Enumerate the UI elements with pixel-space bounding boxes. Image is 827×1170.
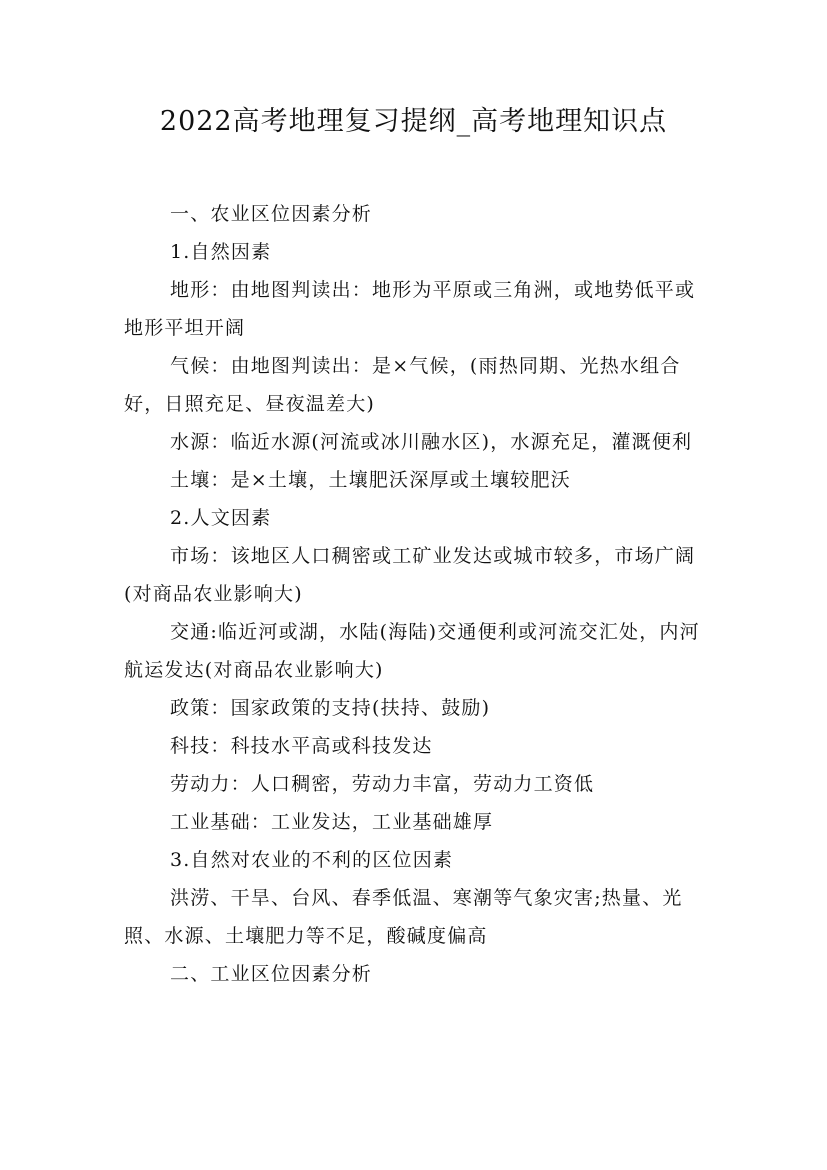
paragraph-climate: 气候：由地图判读出：是×气候，(雨热同期、光热水组合好，日照充足、昼夜温差大) <box>124 355 681 415</box>
paragraph-water-source: 水源：临近水源(河流或冰川融水区)，水源充足，灌溉便利 <box>170 431 693 453</box>
paragraph-soil: 土壤：是×土壤，土壤肥沃深厚或土壤较肥沃 <box>170 469 571 491</box>
paragraph-labor: 劳动力：人口稠密，劳动力丰富，劳动力工资低 <box>170 773 595 795</box>
subheading-natural-factors: 1.自然因素 <box>170 241 272 263</box>
section-heading-agriculture: 一、农业区位因素分析 <box>170 203 373 225</box>
paragraph-industrial-base: 工业基础：工业发达，工业基础雄厚 <box>170 811 494 833</box>
subheading-human-factors: 2.人文因素 <box>170 507 272 529</box>
subheading-unfavorable-factors: 3.自然对农业的不利的区位因素 <box>170 849 454 871</box>
section-heading-industry: 二、工业区位因素分析 <box>170 963 373 985</box>
document-title: 2022高考地理复习提纲_高考地理知识点 <box>159 106 668 137</box>
paragraph-technology: 科技：科技水平高或科技发达 <box>170 735 433 757</box>
paragraph-terrain: 地形：由地图判读出：地形为平原或三角洲，或地势低平或地形平坦开阔 <box>124 279 696 339</box>
paragraph-policy: 政策：国家政策的支持(扶持、鼓励) <box>170 697 491 719</box>
paragraph-market: 市场：该地区人口稠密或工矿业发达或城市较多，市场广阔(对商品农业影响大) <box>124 545 696 605</box>
document-body <box>124 195 714 993</box>
paragraph-transport: 交通:临近河或湖，水陆(海陆)交通便利或河流交汇处，内河航运发达(对商品农业影响大) <box>124 621 700 681</box>
paragraph-disasters: 洪涝、干旱、台风、春季低温、寒潮等气象灾害;热量、光照、水源、土壤肥力等不足，酸碱度偏高 <box>124 887 683 947</box>
